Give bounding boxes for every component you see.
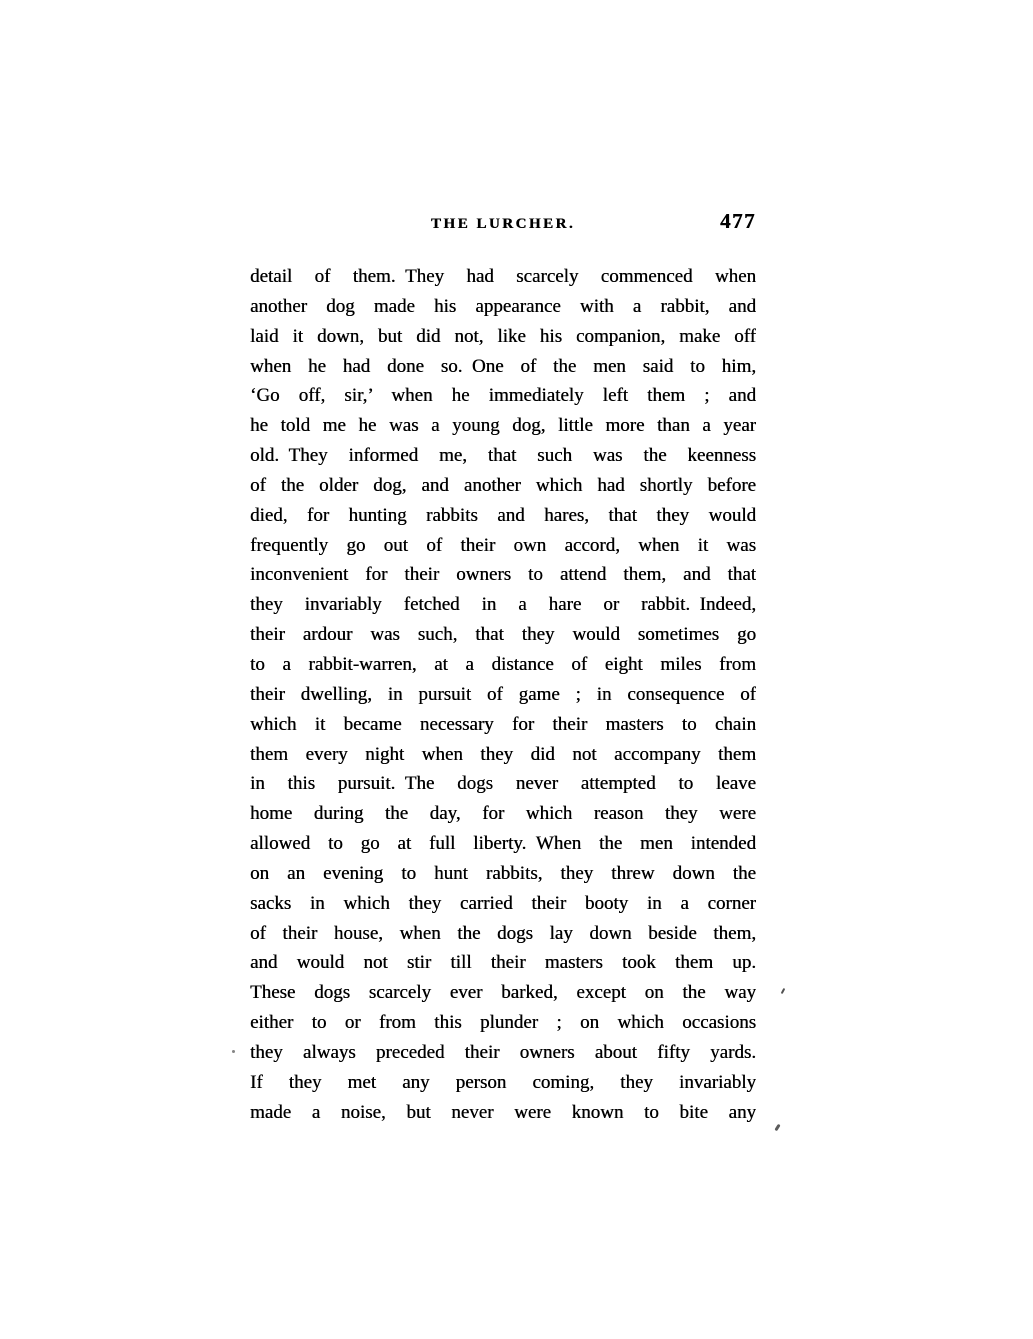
scan-speck — [232, 1050, 235, 1053]
text-line: old. They informed me, that such was the keenness — [250, 445, 756, 467]
text-line: another dog made his appearance with a rabbit, and — [250, 295, 756, 317]
text-line: them every night when they did not accompany them — [250, 743, 756, 765]
text-line: he told me he was a young dog, little more than a year — [250, 415, 756, 437]
text-line: of their house, when the dogs lay down beside them, — [250, 922, 756, 944]
text-line: home during the day, for which reason they were — [250, 803, 756, 825]
text-line: when he had done so. One of the men said to him, — [250, 355, 756, 377]
text-line: and would not stir till their masters took them up. — [250, 952, 756, 974]
text-line: they always preceded their owners about fifty yards. — [250, 1041, 756, 1063]
text-line: allowed to go at full liberty. When the men intended — [250, 833, 756, 855]
text-line: their ardour was such, that they would sometimes go — [250, 624, 756, 646]
scan-speck — [781, 988, 786, 994]
text-line: frequently go out of their own accord, when it was — [250, 534, 756, 556]
text-line: to a rabbit-warren, at a distance of eight miles from — [250, 653, 756, 675]
text-line: These dogs scarcely ever barked, except on the way — [250, 982, 756, 1004]
page-header — [250, 211, 756, 239]
text-line: they invariably fetched in a hare or rabbit. Indeed, — [250, 594, 756, 616]
text-line: which it became necessary for their masters to chain — [250, 713, 756, 735]
text-line: sacks in which they carried their booty in a corner — [250, 892, 756, 914]
text-line: their dwelling, in pursuit of game ; in consequence of — [250, 683, 756, 705]
text-line: detail of them. They had scarcely commenced when — [250, 266, 756, 287]
text-line: If they met any person coming, they invariably — [250, 1071, 756, 1093]
text-line: either to or from this plunder ; on which occasions — [250, 1012, 756, 1034]
body-text — [250, 262, 756, 1127]
text-line: on an evening to hunt rabbits, they threw down the — [250, 862, 756, 884]
text-line: made a noise, but never were known to bite any — [250, 1101, 756, 1123]
text-line: in this pursuit. The dogs never attempted to leave — [250, 773, 756, 795]
scan-speck — [774, 1124, 780, 1132]
page-number: 477 — [720, 209, 756, 233]
text-line: laid it down, but did not, like his companion, make off — [250, 325, 756, 347]
text-line: died, for hunting rabbits and hares, that they would — [250, 504, 756, 526]
text-line: inconvenient for their owners to attend them, and that — [250, 564, 756, 586]
text-line: of the older dog, and another which had shortly before — [250, 474, 756, 496]
running-title: THE LURCHER. — [430, 216, 576, 232]
text-line: ‘Go off, sir,’ when he immediately left them ; and — [250, 385, 756, 407]
